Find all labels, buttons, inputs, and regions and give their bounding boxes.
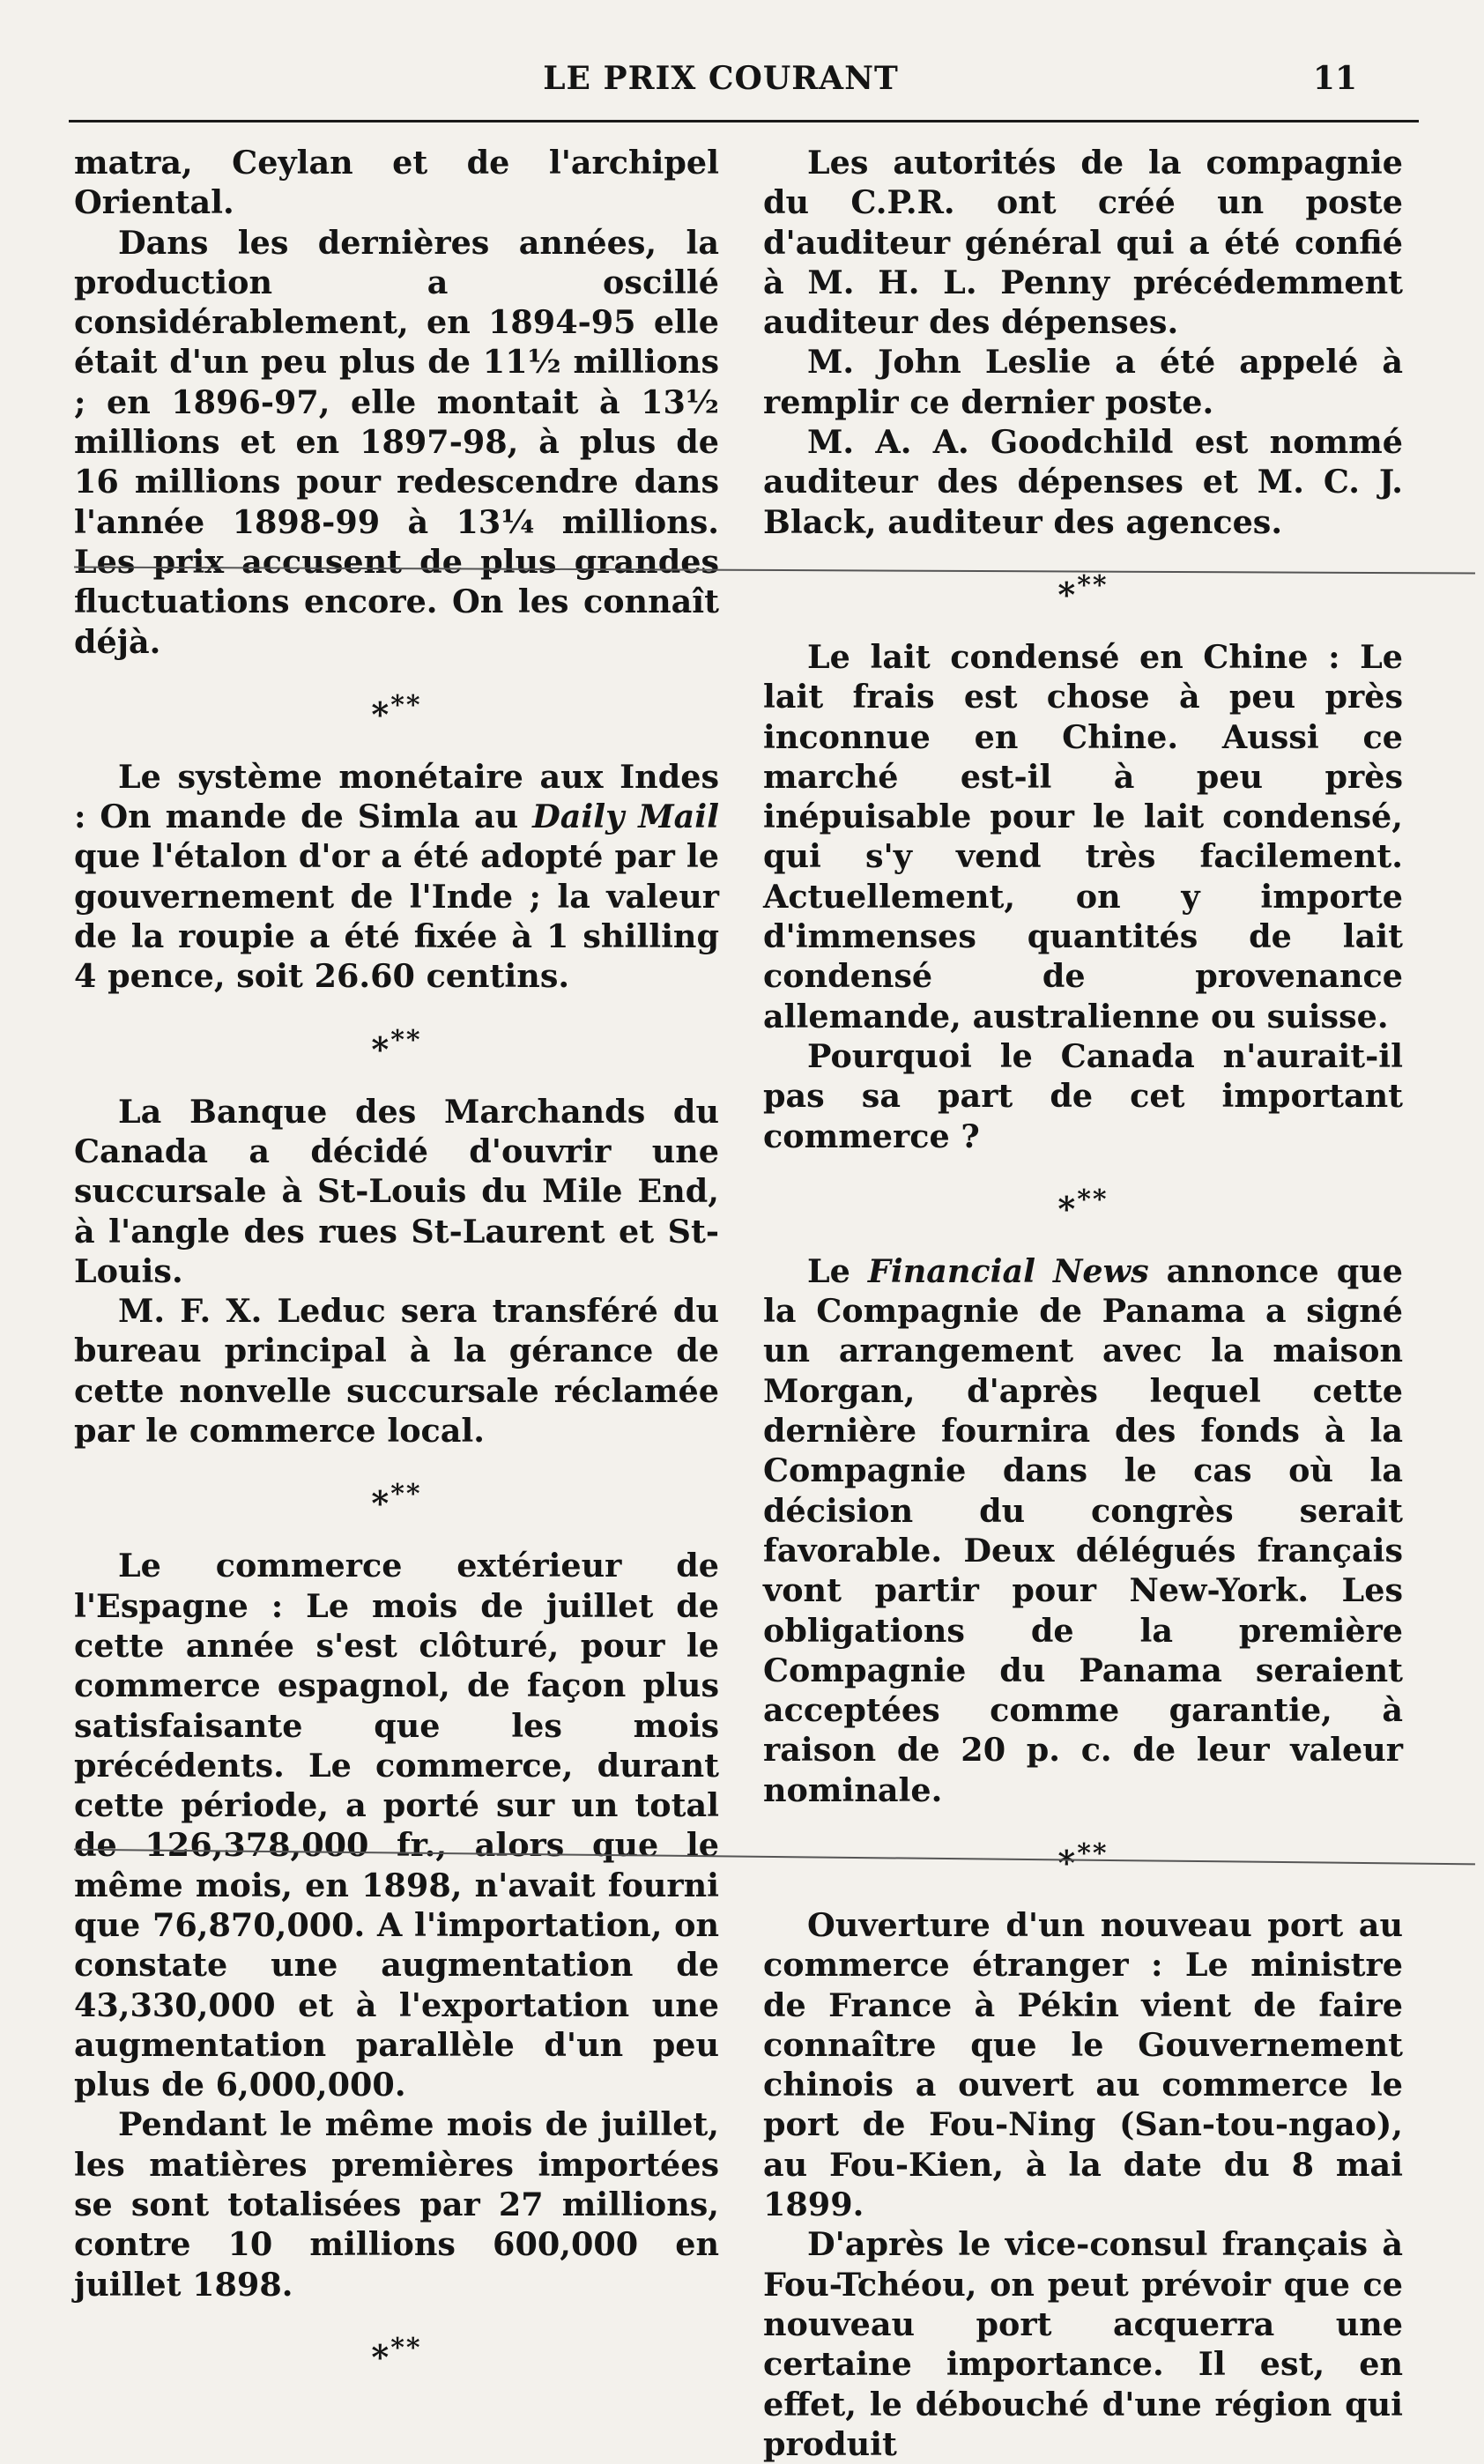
production-paragraph: Dans les dernières années, la production a oscillé considérablement, en 1894-95 elle était d'un peu plus de 11½ millions ; en 1896-97, elle montait à 13½ millions et en 1897-98, à plus de 16 millions pour redescendre dans l'année 1898-99 à 13¼ millions. Les prix accusent de plus grandes fluctuations encore. On les connaît déjà. bbox=[74, 223, 719, 661]
bank-paragraph: La Banque des Marchands du Canada a décidé d'ouvrir une succursale à St-Louis du Mile End, à l'angle des rues St-Laurent et St-Louis. bbox=[74, 1092, 719, 1290]
new-port-paragraph: Ouverture d'un nouveau port au commerce étranger : Le ministre de France à Pékin vient de faire connaître que le Gouvernement chinois a ouvert au commerce le port de Fou-Ning (San-tou-ngao), au Fou-Kien, à la date du 8 mai 1899. bbox=[763, 1905, 1403, 2224]
right-column bbox=[763, 143, 1403, 2464]
page-header bbox=[69, 60, 1373, 113]
newspaper-name: Financial News bbox=[867, 1251, 1149, 1290]
article-continuation-text: matra, Ceylan et de l'archipel Oriental. bbox=[74, 144, 719, 222]
page-number: 11 bbox=[1312, 60, 1357, 97]
leslie-paragraph: M. John Leslie a été appelé à remplir ce dernier poste. bbox=[763, 343, 1403, 421]
goodchild-paragraph: M. A. A. Goodchild est nommé auditeur des dépenses et M. C. J. Black, auditeur des agences. bbox=[763, 423, 1403, 541]
publication-title: LE PRIX COURANT bbox=[543, 60, 899, 97]
newspaper-name: Daily Mail bbox=[532, 798, 719, 836]
panama-paragraph: Le Financial News annonce que la Compagnie de Panama a signé un arrangement avec la maison Morgan, d'après lequel cette dernière fournira des fonds à la Compagnie dans le cas où la décision du congrès serait favorable. Deux délégués français vont partir pour New-York. Les obligations de la première Compagnie du Panama seraient acceptées comme garantie, à raison de 20 p. c. de leur valeur nominale. bbox=[763, 1251, 1404, 1809]
monetary-system-paragraph: Le système monétaire aux Indes : On mande de Simla au Daily Mail que l'étalon d'or a été adopté par le gouvernement de l'Inde ; la valeur de la roupie a été fixée à 1 shilling 4 pence, soit 26.60 centins. bbox=[74, 757, 719, 996]
canada-question-paragraph: Pourquoi le Canada n'aurait-il pas sa part de cet important commerce ? bbox=[763, 1036, 1403, 1155]
section-separator: *** bbox=[371, 689, 422, 734]
section-separator: *** bbox=[371, 1024, 422, 1069]
section-separator: *** bbox=[371, 1479, 422, 1524]
section-separator: *** bbox=[371, 2332, 422, 2377]
leduc-paragraph: M. F. X. Leduc sera transféré du bureau principal à la gérance de cette nonvelle succursale réclamée par le commerce local. bbox=[74, 1292, 719, 1451]
cpr-paragraph: Les autorités de la compagnie du C.P.R. ont créé un poste d'auditeur général qui a été confié à M. H. L. Penny précédemment auditeur des dépenses. bbox=[763, 144, 1403, 342]
raw-materials-paragraph: Pendant le même mois de juillet, les matières premières importées se sont totalisées par 27 millions, contre 10 millions 600,000 en juillet 1898. bbox=[74, 2105, 719, 2304]
section-separator: *** bbox=[1057, 1184, 1109, 1228]
fou-tcheou-paragraph: D'après le vice-consul français à Fou-Tchéou, on peut prévoir que ce nouveau port acquerra une certaine importance. Il est, en effet, le débouché d'une région qui produit bbox=[763, 2225, 1403, 2463]
section-separator: *** bbox=[1057, 569, 1109, 614]
condensed-milk-paragraph: Le lait condensé en Chine : Le lait frais est chose à peu près inconnue en Chine. Aussi ce marché est-il à peu près inépuisable pour le lait condensé, qui s'y vend très facilement. Actuellement, on y importe d'immenses quantités de lait condensé de provenance allemande, australienne ou suisse. bbox=[763, 637, 1403, 1035]
section-separator: *** bbox=[1057, 1837, 1109, 1882]
spain-trade-paragraph: Le commerce extérieur de l'Espagne : Le mois de juillet de cette année s'est clôturé, pour le commerce espagnol, de façon plus satisfaisante que les mois précédents. Le commerce, durant cette période, a porté sur un total de 126,378,000 fr., alors que le même mois, en 1898, n'avait fourni que 76,870,000. A l'importation, on constate une augmentation de 43,330,000 et à l'exportation une augmentation parallèle d'un peu plus de 6,000,000. bbox=[74, 1547, 719, 2104]
header-rule bbox=[69, 120, 1419, 122]
left-column bbox=[74, 143, 719, 2400]
